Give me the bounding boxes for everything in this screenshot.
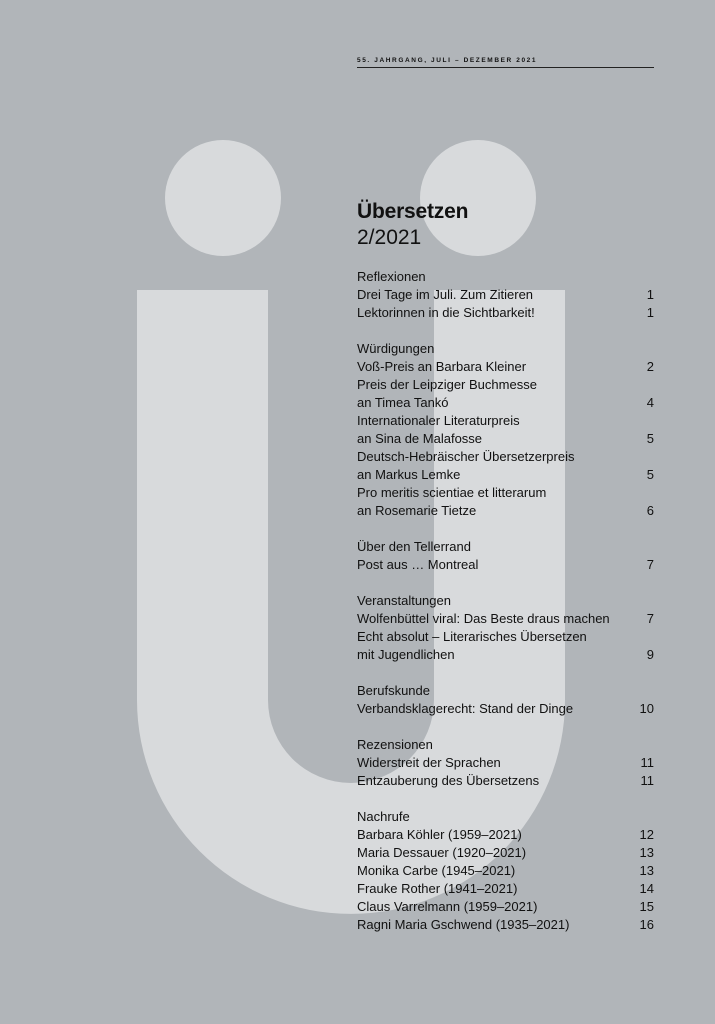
toc-entry-title [357, 628, 587, 664]
toc-entry-title [357, 556, 478, 574]
toc-entry[interactable] [357, 826, 654, 844]
toc-page-number: 15 [639, 899, 654, 914]
toc-entry-title [357, 286, 533, 304]
toc-entry-line: Echt absolut – Literarisches Übersetzen [357, 629, 587, 644]
toc-page-number: 7 [646, 611, 654, 626]
toc-page-number: 2 [646, 359, 654, 374]
toc-page-number: 5 [646, 431, 654, 446]
toc-entry[interactable] [357, 844, 654, 862]
toc-entry-line: Maria Dessauer (1920–2021) [357, 845, 527, 860]
toc-entry[interactable] [357, 700, 654, 718]
toc-entry-line: Preis der Leipziger Buchmesse [357, 377, 537, 392]
toc-entry-line: Barbara Köhler (1959–2021) [357, 827, 522, 842]
toc-entry-title [357, 826, 522, 844]
table-of-contents [357, 268, 654, 952]
toc-entry-line: an Timea Tankó [357, 395, 449, 410]
toc-section-heading: Über den Tellerrand [357, 539, 471, 554]
toc-entry-line: Ragni Maria Gschwend (1935–2021) [357, 917, 570, 932]
toc-page-number: 6 [646, 503, 654, 518]
toc-entry-line: Claus Varrelmann (1959–2021) [357, 899, 538, 914]
toc-entry-line: Deutsch-Hebräischer Übersetzerpreis [357, 449, 575, 464]
toc-entry-title [357, 916, 569, 934]
toc-entry-title [357, 772, 539, 790]
toc-entry[interactable] [357, 376, 654, 412]
toc-entry-line: Internationaler Literaturpreis [357, 413, 520, 428]
toc-page-number: 13 [639, 845, 654, 860]
toc-entry[interactable] [357, 286, 654, 304]
toc-section [357, 268, 654, 322]
toc-entry[interactable] [357, 754, 654, 772]
toc-entry-title [357, 880, 517, 898]
toc-page-number: 9 [646, 647, 654, 662]
toc-section [357, 592, 654, 664]
toc-page-number: 1 [646, 305, 654, 320]
issue-number: 2/2021 [357, 226, 422, 249]
umlaut-dot-right [420, 140, 536, 256]
toc-section [357, 340, 654, 520]
toc-section-heading: Berufskunde [357, 683, 430, 698]
toc-page-number: 10 [639, 701, 654, 716]
toc-entry-line: Wolfenbüttel viral: Das Beste draus machen [357, 611, 610, 626]
toc-entry-line: Post aus … Montreal [357, 557, 479, 572]
toc-section-heading: Rezensionen [357, 737, 433, 752]
toc-page-number: 4 [646, 395, 654, 410]
toc-entry[interactable] [357, 898, 654, 916]
toc-entry-line: Pro meritis scientiae et litterarum [357, 485, 547, 500]
toc-entry[interactable] [357, 628, 654, 664]
toc-entry-title [357, 448, 574, 484]
toc-section [357, 736, 654, 790]
toc-entry[interactable] [357, 916, 654, 934]
toc-section [357, 682, 654, 718]
toc-entry-title [357, 844, 526, 862]
toc-page-number: 11 [640, 755, 654, 770]
toc-entry-line: an Sina de Malafosse [357, 431, 483, 446]
toc-entry-line: Frauke Rother (1941–2021) [357, 881, 518, 896]
toc-entry[interactable] [357, 556, 654, 574]
toc-entry-line: Drei Tage im Juli. Zum Zitieren [357, 287, 534, 302]
toc-entry[interactable] [357, 484, 654, 520]
toc-page-number: 7 [646, 557, 654, 572]
toc-entry-line: mit Jugendlichen [357, 647, 455, 662]
magazine-title: Übersetzen [357, 200, 469, 223]
toc-entry-title [357, 610, 610, 628]
toc-entry-title [357, 412, 520, 448]
toc-entry[interactable] [357, 880, 654, 898]
toc-entry[interactable] [357, 448, 654, 484]
toc-entry[interactable] [357, 304, 654, 322]
toc-page-number: 12 [639, 827, 654, 842]
toc-entry-line: Lektorinnen in die Sichtbarkeit! [357, 305, 535, 320]
toc-entry[interactable] [357, 862, 654, 880]
umlaut-dot-left [165, 140, 281, 256]
toc-entry-line: Voß-Preis an Barbara Kleiner [357, 359, 527, 374]
toc-entry-title [357, 898, 537, 916]
toc-entry-title [357, 484, 546, 520]
toc-page-number: 5 [646, 467, 654, 482]
toc-page-number: 14 [639, 881, 654, 896]
toc-entry-title [357, 358, 526, 376]
toc-entry-title [357, 304, 535, 322]
toc-page-number: 16 [639, 917, 654, 932]
toc-entry-title [357, 376, 537, 412]
toc-section-heading: Veranstaltungen [357, 593, 451, 608]
toc-page-number: 1 [646, 287, 654, 302]
toc-entry-line: Monika Carbe (1945–2021) [357, 863, 516, 878]
toc-page-number: 13 [639, 863, 654, 878]
toc-section [357, 808, 654, 934]
toc-entry[interactable] [357, 358, 654, 376]
toc-section [357, 538, 654, 574]
toc-entry-line: Widerstreit der Sprachen [357, 755, 501, 770]
toc-entry[interactable] [357, 412, 654, 448]
toc-entry[interactable] [357, 772, 654, 790]
toc-entry-line: Entzauberung des Übersetzens [357, 773, 540, 788]
toc-entry-title [357, 862, 515, 880]
toc-section-heading: Würdigungen [357, 341, 435, 356]
toc-section-heading: Nachrufe [357, 809, 410, 824]
toc-entry-line: an Rosemarie Tietze [357, 503, 477, 518]
toc-section-heading: Reflexionen [357, 269, 426, 284]
toc-entry-line: Verbandsklagerecht: Stand der Dinge [357, 701, 574, 716]
toc-entry-line: an Markus Lemke [357, 467, 461, 482]
volume-header: 55. JAHRGANG, JULI – DEZEMBER 2021 [357, 57, 654, 68]
toc-page-number: 11 [640, 773, 654, 788]
toc-entry-title [357, 700, 573, 718]
toc-entry[interactable] [357, 610, 654, 628]
toc-entry-title [357, 754, 501, 772]
